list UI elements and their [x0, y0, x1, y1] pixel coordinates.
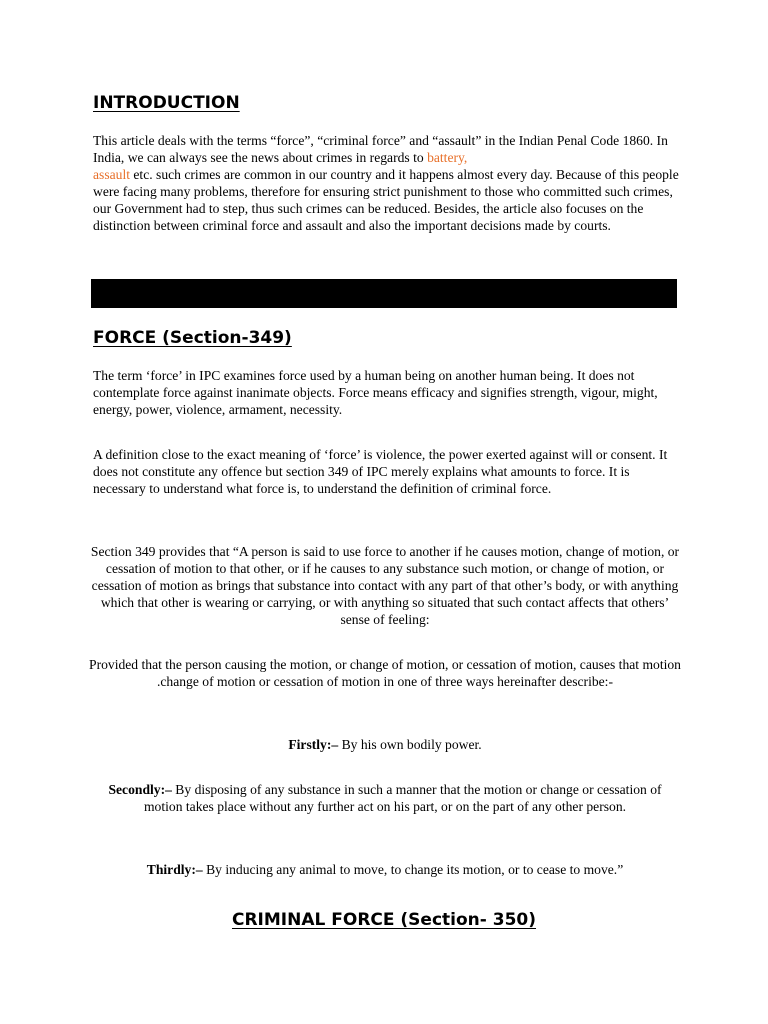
introduction-paragraph [93, 132, 679, 234]
firstly-text: By his own bodily power. [338, 737, 482, 752]
firstly-clause [88, 736, 682, 753]
thirdly-clause [88, 861, 682, 878]
proviso-paragraph: Provided that the person causing the motion, or change of motion, or cessation of motion, causes that motion .change of motion or cessation of motion in one of three ways hereinafter describe:- [89, 657, 681, 689]
introduction-text-end: etc. such crimes are common in our country and it happens almost every day. Because of this people were facing many problems, therefore for ensuring strict punishment to those who committed such crimes, our Government had to step, thus such crimes can be reduced. Besides, the article also focuses on the distinction between criminal force and assault and also the important decisions made by courts. [93, 167, 679, 233]
section-349-quote: Section 349 provides that “A person is said to use force to another if he causes motion, change of motion, or cessation of motion to that other, or if he causes to any substance such motion, or change of motion, or cessation of motion as brings that substance into contact with any part of that other’s body, or with anything which that other is wearing or carrying, or with anything so situated that such contact affects that others’ sense of feeling: [90, 544, 680, 627]
thirdly-label: Thirdly:– [146, 862, 203, 877]
battery-link[interactable]: battery, [427, 150, 468, 165]
introduction-text-start: This article deals with the terms “force”, “criminal force” and “assault” in the Indian Penal Code 1860. In India, we can always see the news about crimes in regards to [93, 133, 668, 165]
black-banner [91, 279, 677, 308]
assault-link[interactable]: assault [93, 167, 130, 182]
force-paragraph-1: The term ‘force’ in IPC examines force used by a human being on another human being. It does not contemplate force against inanimate objects. Force means efficacy and signifies strength, vigour, might, energy, power, violence, armament, necessity. [93, 368, 658, 417]
secondly-clause [88, 781, 682, 815]
force-heading: FORCE (Section-349) [93, 328, 292, 348]
firstly-label: Firstly:– [288, 737, 339, 752]
introduction-heading: INTRODUCTION [93, 93, 240, 113]
thirdly-text: By inducing any animal to move, to change its motion, or to cease to move.” [202, 862, 624, 877]
secondly-text: By disposing of any substance in such a manner that the motion or change or cessation of motion takes place without any further act on his part, or on the part of any other person. [143, 782, 662, 814]
criminal-force-heading-text: CRIMINAL FORCE (Section- 350) [231, 910, 537, 930]
force-paragraph-2: A definition close to the exact meaning of ‘force’ is violence, the power exerted against will or consent. It does not constitute any offence but section 349 of IPC merely explains what amounts to force. It is necessary to understand what force is, to understand the definition of criminal force. [93, 447, 668, 496]
secondly-label: Secondly:– [108, 782, 172, 797]
criminal-force-heading [0, 910, 768, 930]
